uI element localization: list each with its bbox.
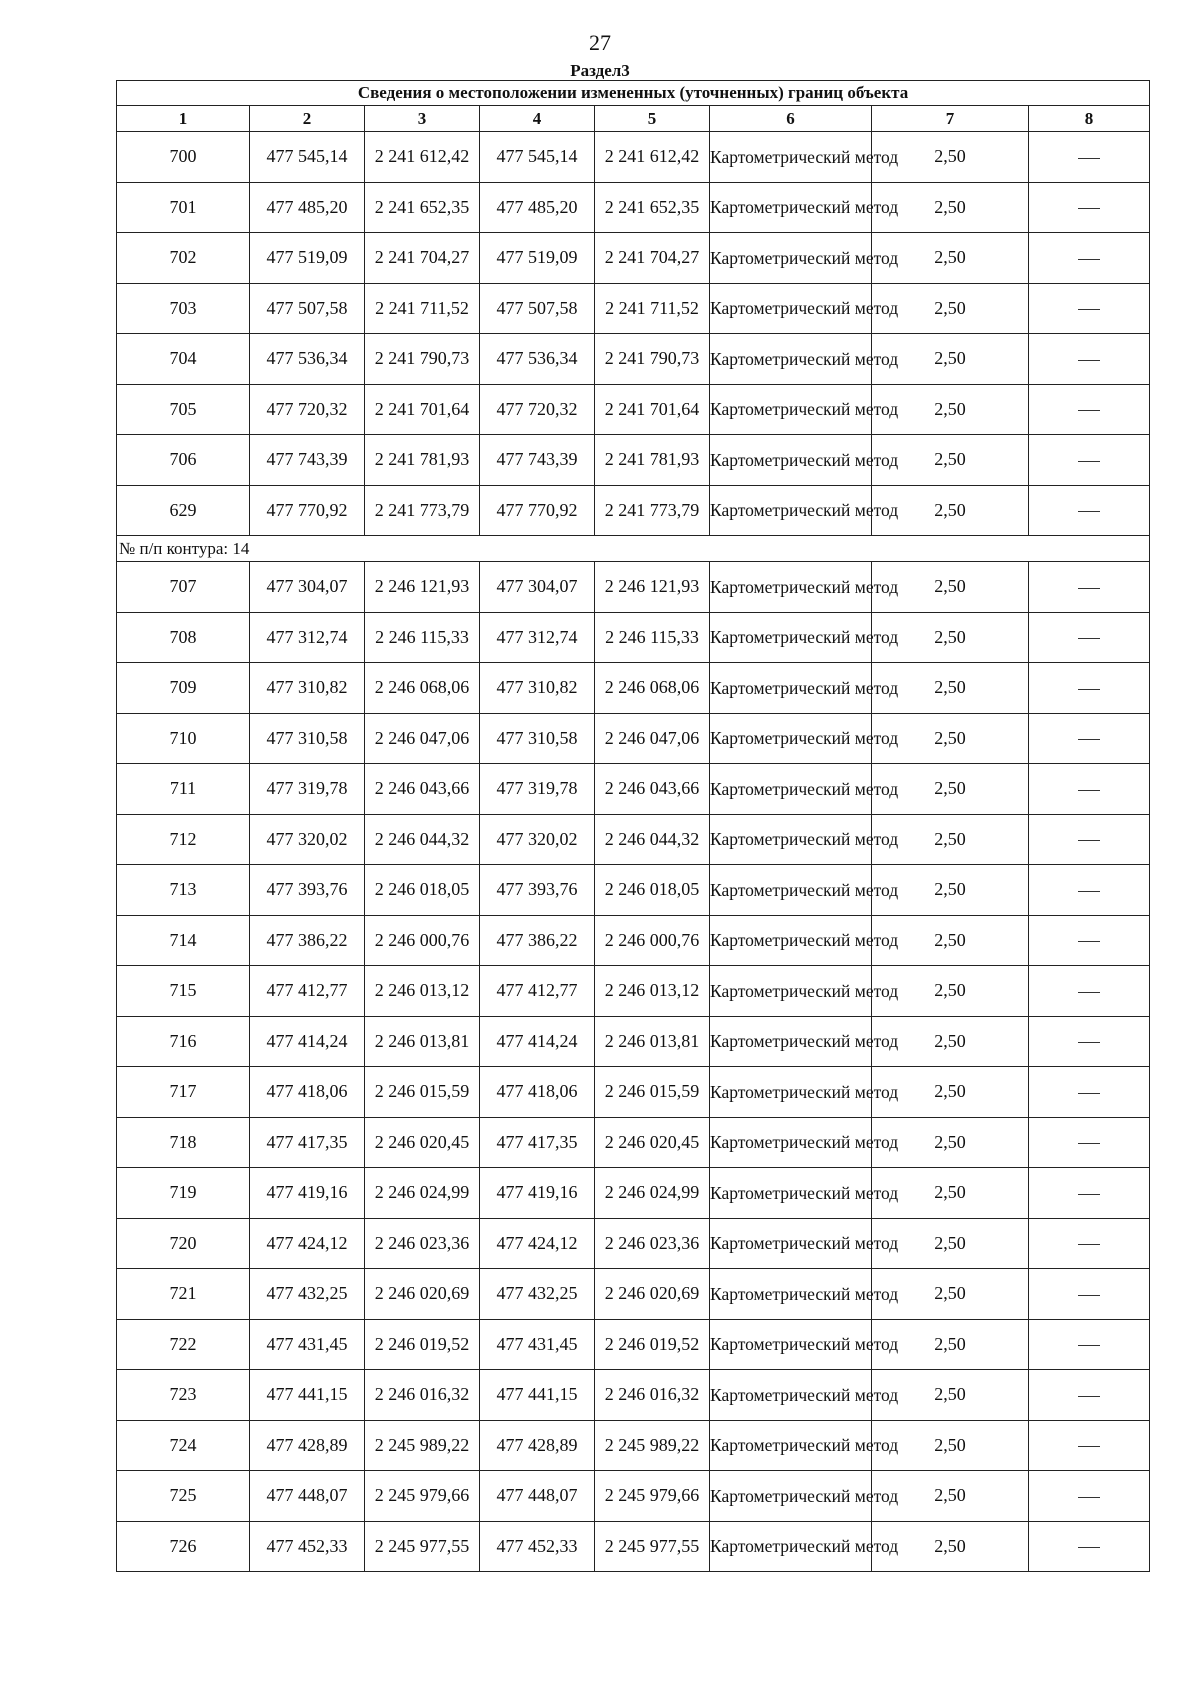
existing-y-cell: 2 246 024,99	[365, 1168, 480, 1219]
existing-y-cell: 2 246 013,81	[365, 1016, 480, 1067]
method-cell: Картометрический метод	[710, 966, 872, 1017]
existing-x-cell: 477 310,82	[250, 663, 365, 714]
existing-y-cell: 2 246 000,76	[365, 915, 480, 966]
accuracy-cell: 2,50	[872, 562, 1029, 613]
point-number-cell: 713	[117, 865, 250, 916]
existing-x-cell: 477 419,16	[250, 1168, 365, 1219]
accuracy-cell: 2,50	[872, 334, 1029, 385]
new-y-cell: 2 246 013,12	[595, 966, 710, 1017]
table-caption-row	[117, 81, 1150, 106]
point-number-cell: 726	[117, 1521, 250, 1572]
method-cell: Картометрический метод	[710, 1420, 872, 1471]
new-x-cell: 477 417,35	[480, 1117, 595, 1168]
point-number-cell: 718	[117, 1117, 250, 1168]
new-x-cell: 477 428,89	[480, 1420, 595, 1471]
existing-x-cell: 477 393,76	[250, 865, 365, 916]
table-row	[117, 764, 1150, 815]
dash-mark	[1078, 689, 1100, 690]
existing-y-cell: 2 241 701,64	[365, 384, 480, 435]
table-row	[117, 1319, 1150, 1370]
new-y-cell: 2 241 612,42	[595, 132, 710, 183]
existing-y-cell: 2 245 979,66	[365, 1471, 480, 1522]
dash-mark	[1078, 941, 1100, 942]
existing-y-cell: 2 246 016,32	[365, 1370, 480, 1421]
method-cell: Картометрический метод	[710, 1521, 872, 1572]
point-number-cell: 724	[117, 1420, 250, 1471]
dash-mark	[1078, 739, 1100, 740]
empty-value-cell	[1029, 1471, 1150, 1522]
existing-x-cell: 477 414,24	[250, 1016, 365, 1067]
new-x-cell: 477 418,06	[480, 1067, 595, 1118]
new-y-cell: 2 246 019,52	[595, 1319, 710, 1370]
table-row	[117, 1067, 1150, 1118]
point-number-cell: 722	[117, 1319, 250, 1370]
method-cell: Картометрический метод	[710, 1218, 872, 1269]
new-y-cell: 2 246 016,32	[595, 1370, 710, 1421]
empty-value-cell	[1029, 435, 1150, 486]
existing-y-cell: 2 246 047,06	[365, 713, 480, 764]
new-x-cell: 477 310,82	[480, 663, 595, 714]
empty-value-cell	[1029, 1016, 1150, 1067]
empty-value-cell	[1029, 233, 1150, 284]
new-y-cell: 2 246 043,66	[595, 764, 710, 815]
accuracy-cell: 2,50	[872, 1117, 1029, 1168]
accuracy-cell: 2,50	[872, 1168, 1029, 1219]
dash-mark	[1078, 1093, 1100, 1094]
table-row	[117, 1370, 1150, 1421]
method-cell: Картометрический метод	[710, 663, 872, 714]
dash-mark	[1078, 1497, 1100, 1498]
existing-y-cell: 2 246 020,69	[365, 1269, 480, 1320]
accuracy-cell: 2,50	[872, 1269, 1029, 1320]
column-number-row	[117, 106, 1150, 132]
point-number-cell: 723	[117, 1370, 250, 1421]
table-row	[117, 1269, 1150, 1320]
column-number: 3	[365, 106, 480, 132]
point-number-cell: 629	[117, 485, 250, 536]
empty-value-cell	[1029, 485, 1150, 536]
accuracy-cell: 2,50	[872, 663, 1029, 714]
empty-value-cell	[1029, 283, 1150, 334]
new-y-cell: 2 246 013,81	[595, 1016, 710, 1067]
existing-x-cell: 477 319,78	[250, 764, 365, 815]
column-number: 8	[1029, 106, 1150, 132]
point-number-cell: 715	[117, 966, 250, 1017]
point-number-cell: 720	[117, 1218, 250, 1269]
existing-x-cell: 477 536,34	[250, 334, 365, 385]
new-y-cell: 2 246 044,32	[595, 814, 710, 865]
method-cell: Картометрический метод	[710, 713, 872, 764]
method-cell: Картометрический метод	[710, 233, 872, 284]
new-y-cell: 2 241 652,35	[595, 182, 710, 233]
existing-x-cell: 477 417,35	[250, 1117, 365, 1168]
new-y-cell: 2 241 711,52	[595, 283, 710, 334]
existing-y-cell: 2 246 068,06	[365, 663, 480, 714]
new-y-cell: 2 246 020,69	[595, 1269, 710, 1320]
method-cell: Картометрический метод	[710, 1370, 872, 1421]
dash-mark	[1078, 511, 1100, 512]
accuracy-cell: 2,50	[872, 865, 1029, 916]
point-number-cell: 700	[117, 132, 250, 183]
empty-value-cell	[1029, 1117, 1150, 1168]
column-number: 2	[250, 106, 365, 132]
page-number: 27	[589, 30, 611, 55]
existing-x-cell: 477 743,39	[250, 435, 365, 486]
existing-y-cell: 2 241 711,52	[365, 283, 480, 334]
existing-y-cell: 2 245 977,55	[365, 1521, 480, 1572]
new-x-cell: 477 441,15	[480, 1370, 595, 1421]
dash-mark	[1078, 360, 1100, 361]
accuracy-cell: 2,50	[872, 233, 1029, 284]
new-y-cell: 2 246 068,06	[595, 663, 710, 714]
method-cell: Картометрический метод	[710, 182, 872, 233]
method-cell: Картометрический метод	[710, 132, 872, 183]
point-number-cell: 721	[117, 1269, 250, 1320]
accuracy-cell: 2,50	[872, 966, 1029, 1017]
contour-row	[117, 536, 1150, 562]
column-number: 5	[595, 106, 710, 132]
column-number: 7	[872, 106, 1029, 132]
new-x-cell: 477 519,09	[480, 233, 595, 284]
point-number-cell: 710	[117, 713, 250, 764]
existing-y-cell: 2 241 652,35	[365, 182, 480, 233]
new-y-cell: 2 245 979,66	[595, 1471, 710, 1522]
column-number: 4	[480, 106, 595, 132]
existing-y-cell: 2 246 019,52	[365, 1319, 480, 1370]
new-x-cell: 477 743,39	[480, 435, 595, 486]
method-cell: Картометрический метод	[710, 384, 872, 435]
new-x-cell: 477 393,76	[480, 865, 595, 916]
table-row	[117, 713, 1150, 764]
dash-mark	[1078, 158, 1100, 159]
empty-value-cell	[1029, 814, 1150, 865]
accuracy-cell: 2,50	[872, 915, 1029, 966]
point-number-cell: 719	[117, 1168, 250, 1219]
new-y-cell: 2 241 781,93	[595, 435, 710, 486]
dash-mark	[1078, 208, 1100, 209]
new-x-cell: 477 386,22	[480, 915, 595, 966]
existing-x-cell: 477 431,45	[250, 1319, 365, 1370]
point-number-cell: 714	[117, 915, 250, 966]
table-row	[117, 1471, 1150, 1522]
existing-y-cell: 2 246 013,12	[365, 966, 480, 1017]
method-cell: Картометрический метод	[710, 1168, 872, 1219]
empty-value-cell	[1029, 865, 1150, 916]
new-x-cell: 477 485,20	[480, 182, 595, 233]
dash-mark	[1078, 1547, 1100, 1548]
accuracy-cell: 2,50	[872, 764, 1029, 815]
dash-mark	[1078, 259, 1100, 260]
empty-value-cell	[1029, 182, 1150, 233]
point-number-cell: 702	[117, 233, 250, 284]
existing-x-cell: 477 485,20	[250, 182, 365, 233]
method-cell: Картометрический метод	[710, 814, 872, 865]
empty-value-cell	[1029, 384, 1150, 435]
point-number-cell: 716	[117, 1016, 250, 1067]
existing-y-cell: 2 246 023,36	[365, 1218, 480, 1269]
method-cell: Картометрический метод	[710, 1067, 872, 1118]
new-x-cell: 477 320,02	[480, 814, 595, 865]
section-title: Раздел3	[570, 61, 630, 80]
dash-mark	[1078, 1143, 1100, 1144]
table-row	[117, 663, 1150, 714]
new-y-cell: 2 246 023,36	[595, 1218, 710, 1269]
dash-mark	[1078, 1345, 1100, 1346]
existing-y-cell: 2 241 704,27	[365, 233, 480, 284]
existing-y-cell: 2 246 121,93	[365, 562, 480, 613]
accuracy-cell: 2,50	[872, 283, 1029, 334]
point-number-cell: 701	[117, 182, 250, 233]
dash-mark	[1078, 1042, 1100, 1043]
new-y-cell: 2 246 047,06	[595, 713, 710, 764]
method-cell: Картометрический метод	[710, 283, 872, 334]
new-x-cell: 477 424,12	[480, 1218, 595, 1269]
point-number-cell: 711	[117, 764, 250, 815]
dash-mark	[1078, 790, 1100, 791]
existing-y-cell: 2 246 043,66	[365, 764, 480, 815]
empty-value-cell	[1029, 764, 1150, 815]
method-cell: Картометрический метод	[710, 1117, 872, 1168]
empty-value-cell	[1029, 1168, 1150, 1219]
new-y-cell: 2 246 000,76	[595, 915, 710, 966]
empty-value-cell	[1029, 132, 1150, 183]
point-number-cell: 708	[117, 612, 250, 663]
empty-value-cell	[1029, 1420, 1150, 1471]
new-x-cell: 477 310,58	[480, 713, 595, 764]
empty-value-cell	[1029, 562, 1150, 613]
existing-y-cell: 2 246 020,45	[365, 1117, 480, 1168]
table-row	[117, 966, 1150, 1017]
empty-value-cell	[1029, 713, 1150, 764]
existing-x-cell: 477 452,33	[250, 1521, 365, 1572]
empty-value-cell	[1029, 1067, 1150, 1118]
new-y-cell: 2 245 977,55	[595, 1521, 710, 1572]
new-x-cell: 477 507,58	[480, 283, 595, 334]
dash-mark	[1078, 1446, 1100, 1447]
accuracy-cell: 2,50	[872, 1319, 1029, 1370]
accuracy-cell: 2,50	[872, 132, 1029, 183]
table-row	[117, 132, 1150, 183]
new-y-cell: 2 241 773,79	[595, 485, 710, 536]
dash-mark	[1078, 461, 1100, 462]
dash-mark	[1078, 638, 1100, 639]
method-cell: Картометрический метод	[710, 1471, 872, 1522]
existing-x-cell: 477 320,02	[250, 814, 365, 865]
new-x-cell: 477 452,33	[480, 1521, 595, 1572]
dash-mark	[1078, 1396, 1100, 1397]
existing-x-cell: 477 418,06	[250, 1067, 365, 1118]
new-y-cell: 2 245 989,22	[595, 1420, 710, 1471]
table-row	[117, 334, 1150, 385]
existing-y-cell: 2 241 612,42	[365, 132, 480, 183]
table-row	[117, 1117, 1150, 1168]
existing-x-cell: 477 412,77	[250, 966, 365, 1017]
table-row	[117, 814, 1150, 865]
existing-y-cell: 2 246 018,05	[365, 865, 480, 916]
method-cell: Картометрический метод	[710, 1016, 872, 1067]
existing-y-cell: 2 241 790,73	[365, 334, 480, 385]
existing-x-cell: 477 448,07	[250, 1471, 365, 1522]
existing-x-cell: 477 428,89	[250, 1420, 365, 1471]
accuracy-cell: 2,50	[872, 814, 1029, 865]
table-row	[117, 1420, 1150, 1471]
existing-x-cell: 477 304,07	[250, 562, 365, 613]
accuracy-cell: 2,50	[872, 1420, 1029, 1471]
existing-y-cell: 2 246 115,33	[365, 612, 480, 663]
new-x-cell: 477 414,24	[480, 1016, 595, 1067]
table-row	[117, 283, 1150, 334]
accuracy-cell: 2,50	[872, 612, 1029, 663]
existing-y-cell: 2 245 989,22	[365, 1420, 480, 1471]
table-row	[117, 435, 1150, 486]
existing-x-cell: 477 507,58	[250, 283, 365, 334]
new-x-cell: 477 432,25	[480, 1269, 595, 1320]
accuracy-cell: 2,50	[872, 1218, 1029, 1269]
accuracy-cell: 2,50	[872, 1521, 1029, 1572]
dash-mark	[1078, 309, 1100, 310]
table-caption: Сведения о местоположении измененных (уточненных) границ объекта	[117, 81, 1150, 106]
existing-y-cell: 2 241 781,93	[365, 435, 480, 486]
dash-mark	[1078, 891, 1100, 892]
accuracy-cell: 2,50	[872, 713, 1029, 764]
new-y-cell: 2 241 701,64	[595, 384, 710, 435]
method-cell: Картометрический метод	[710, 612, 872, 663]
accuracy-cell: 2,50	[872, 485, 1029, 536]
new-x-cell: 477 770,92	[480, 485, 595, 536]
table-row	[117, 1218, 1150, 1269]
new-y-cell: 2 246 020,45	[595, 1117, 710, 1168]
method-cell: Картометрический метод	[710, 485, 872, 536]
table-row	[117, 182, 1150, 233]
table-row	[117, 612, 1150, 663]
dash-mark	[1078, 588, 1100, 589]
new-x-cell: 477 312,74	[480, 612, 595, 663]
existing-x-cell: 477 441,15	[250, 1370, 365, 1421]
point-number-cell: 705	[117, 384, 250, 435]
new-y-cell: 2 246 115,33	[595, 612, 710, 663]
point-number-cell: 709	[117, 663, 250, 714]
accuracy-cell: 2,50	[872, 1016, 1029, 1067]
method-cell: Картометрический метод	[710, 764, 872, 815]
point-number-cell: 704	[117, 334, 250, 385]
accuracy-cell: 2,50	[872, 435, 1029, 486]
new-x-cell: 477 545,14	[480, 132, 595, 183]
coordinates-table	[116, 80, 1150, 1572]
existing-x-cell: 477 545,14	[250, 132, 365, 183]
method-cell: Картометрический метод	[710, 562, 872, 613]
empty-value-cell	[1029, 1218, 1150, 1269]
new-y-cell: 2 241 704,27	[595, 233, 710, 284]
existing-x-cell: 477 770,92	[250, 485, 365, 536]
table-row	[117, 384, 1150, 435]
method-cell: Картометрический метод	[710, 1319, 872, 1370]
existing-x-cell: 477 519,09	[250, 233, 365, 284]
table-row	[117, 233, 1150, 284]
accuracy-cell: 2,50	[872, 182, 1029, 233]
column-number: 6	[710, 106, 872, 132]
empty-value-cell	[1029, 612, 1150, 663]
existing-x-cell: 477 432,25	[250, 1269, 365, 1320]
dash-mark	[1078, 1295, 1100, 1296]
accuracy-cell: 2,50	[872, 1067, 1029, 1118]
existing-x-cell: 477 720,32	[250, 384, 365, 435]
point-number-cell: 712	[117, 814, 250, 865]
new-x-cell: 477 720,32	[480, 384, 595, 435]
empty-value-cell	[1029, 1370, 1150, 1421]
column-number: 1	[117, 106, 250, 132]
empty-value-cell	[1029, 1269, 1150, 1320]
new-y-cell: 2 241 790,73	[595, 334, 710, 385]
accuracy-cell: 2,50	[872, 1471, 1029, 1522]
point-number-cell: 707	[117, 562, 250, 613]
dash-mark	[1078, 1194, 1100, 1195]
new-y-cell: 2 246 024,99	[595, 1168, 710, 1219]
method-cell: Картометрический метод	[710, 334, 872, 385]
point-number-cell: 703	[117, 283, 250, 334]
table-row	[117, 1521, 1150, 1572]
method-cell: Картометрический метод	[710, 1269, 872, 1320]
empty-value-cell	[1029, 663, 1150, 714]
point-number-cell: 725	[117, 1471, 250, 1522]
new-x-cell: 477 412,77	[480, 966, 595, 1017]
empty-value-cell	[1029, 1319, 1150, 1370]
existing-x-cell: 477 312,74	[250, 612, 365, 663]
empty-value-cell	[1029, 1521, 1150, 1572]
new-x-cell: 477 319,78	[480, 764, 595, 815]
table-row	[117, 1016, 1150, 1067]
table-row	[117, 865, 1150, 916]
dash-mark	[1078, 1244, 1100, 1245]
new-x-cell: 477 536,34	[480, 334, 595, 385]
existing-x-cell: 477 386,22	[250, 915, 365, 966]
point-number-cell: 706	[117, 435, 250, 486]
contour-label: № п/п контура: 14	[117, 536, 1150, 562]
new-y-cell: 2 246 015,59	[595, 1067, 710, 1118]
existing-x-cell: 477 424,12	[250, 1218, 365, 1269]
new-y-cell: 2 246 121,93	[595, 562, 710, 613]
existing-y-cell: 2 246 044,32	[365, 814, 480, 865]
existing-y-cell: 2 241 773,79	[365, 485, 480, 536]
existing-x-cell: 477 310,58	[250, 713, 365, 764]
new-x-cell: 477 304,07	[480, 562, 595, 613]
accuracy-cell: 2,50	[872, 384, 1029, 435]
new-y-cell: 2 246 018,05	[595, 865, 710, 916]
empty-value-cell	[1029, 334, 1150, 385]
empty-value-cell	[1029, 915, 1150, 966]
table-body	[117, 81, 1150, 1572]
dash-mark	[1078, 992, 1100, 993]
table-row	[117, 915, 1150, 966]
existing-y-cell: 2 246 015,59	[365, 1067, 480, 1118]
table-row	[117, 485, 1150, 536]
method-cell: Картометрический метод	[710, 435, 872, 486]
method-cell: Картометрический метод	[710, 915, 872, 966]
table-row	[117, 562, 1150, 613]
accuracy-cell: 2,50	[872, 1370, 1029, 1421]
dash-mark	[1078, 410, 1100, 411]
dash-mark	[1078, 840, 1100, 841]
table-row	[117, 1168, 1150, 1219]
new-x-cell: 477 419,16	[480, 1168, 595, 1219]
empty-value-cell	[1029, 966, 1150, 1017]
method-cell: Картометрический метод	[710, 865, 872, 916]
new-x-cell: 477 448,07	[480, 1471, 595, 1522]
point-number-cell: 717	[117, 1067, 250, 1118]
new-x-cell: 477 431,45	[480, 1319, 595, 1370]
